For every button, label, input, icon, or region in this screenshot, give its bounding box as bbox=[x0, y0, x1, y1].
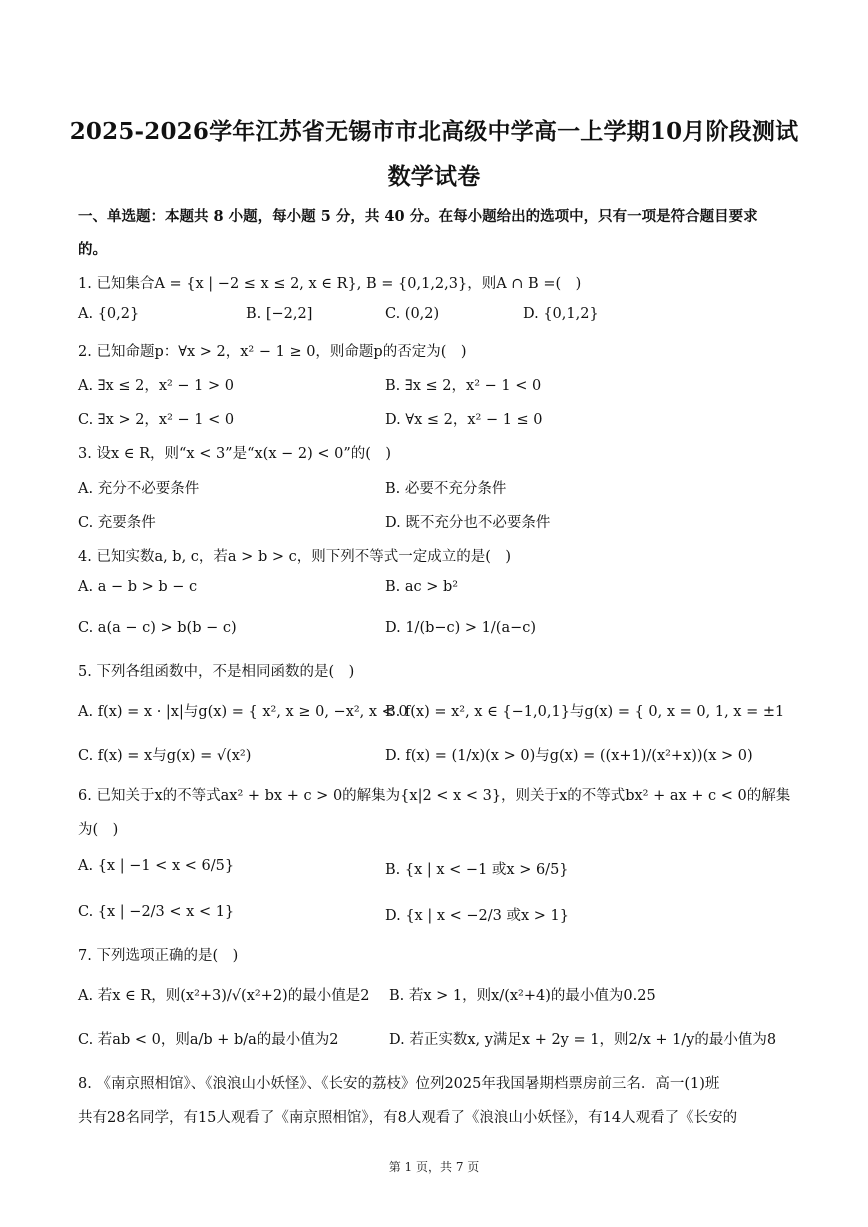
section-heading: 一、单选题：本题共 8 小题，每小题 5 分，共 40 分。在每小题给出的选项中，只有一项是符合题目要求 bbox=[78, 208, 758, 225]
question-5-option-a: A. f(x) = x · |x|与g(x) = { x², x ≥ 0, −x², x < 0 bbox=[78, 704, 408, 720]
question-4-option-a: A. a − b > b − c bbox=[78, 579, 198, 595]
question-7-stem: 7. 下列选项正确的是( ) bbox=[78, 948, 239, 964]
exam-title-line1: 2025-2026学年江苏省无锡市市北高级中学高一上学期10月阶段测试 bbox=[69, 118, 799, 145]
question-8-stem-cont: 共有28名同学，有15人观看了《南京照相馆》，有8人观看了《浪浪山小妖怪》，有14人观看了《长安的 bbox=[78, 1110, 738, 1126]
question-3-option-a: A. 充分不必要条件 bbox=[78, 481, 200, 497]
question-6-option-d: D. {x | x < −2/3 或x > 1} bbox=[385, 908, 569, 924]
question-6-stem: 6. 已知关于x的不等式ax² + bx + c > 0的解集为{x|2 < x < 3}，则关于x的不等式bx² + ax + c < 0的解集 bbox=[78, 788, 791, 804]
question-8-stem: 8. 《南京照相馆》、《浪浪山小妖怪》、《长安的荔枝》位列2025年我国暑期档票房前三名．高一(1)班 bbox=[78, 1076, 720, 1092]
question-2-option-d: D. ∀x ≤ 2，x² − 1 ≤ 0 bbox=[385, 412, 543, 428]
question-3-stem: 3. 设x ∈ R，则“x < 3”是“x(x − 2) < 0”的( ) bbox=[78, 446, 392, 462]
question-4-option-b: B. ac > b² bbox=[385, 579, 459, 595]
question-6-option-b: B. {x | x < −1 或x > 6/5} bbox=[385, 862, 569, 878]
question-7-option-d: D. 若正实数x, y满足x + 2y = 1，则2/x + 1/y的最小值为8 bbox=[389, 1032, 777, 1048]
question-1-option-d: D. {0,1,2} bbox=[523, 306, 599, 322]
question-3-option-c: C. 充要条件 bbox=[78, 515, 156, 531]
question-7-option-b: B. 若x > 1，则x/(x²+4)的最小值为0.25 bbox=[389, 988, 656, 1004]
section-heading-cont: 的。 bbox=[78, 241, 107, 258]
question-5-option-b: B. f(x) = x², x ∈ {−1,0,1}与g(x) = { 0, x = 0, 1, x = ±1 bbox=[385, 704, 785, 720]
question-2-option-b: B. ∃x ≤ 2，x² − 1 < 0 bbox=[385, 378, 542, 394]
question-5-option-d: D. f(x) = (1/x)(x > 0)与g(x) = ((x+1)/(x²+x))(x > 0) bbox=[385, 748, 753, 764]
question-7-option-a: A. 若x ∈ R，则(x²+3)/√(x²+2)的最小值是2 bbox=[78, 988, 370, 1004]
exam-title-line2: 数学试卷 bbox=[387, 163, 481, 190]
question-6-option-c: C. {x | −2/3 < x < 1} bbox=[78, 904, 235, 920]
question-2-option-a: A. ∃x ≤ 2，x² − 1 > 0 bbox=[78, 378, 235, 394]
question-5-option-c: C. f(x) = x与g(x) = √(x²) bbox=[78, 748, 252, 764]
question-4-option-c: C. a(a − c) > b(b − c) bbox=[78, 620, 237, 636]
question-3-option-d: D. 既不充分也不必要条件 bbox=[385, 515, 551, 531]
question-6-stem-cont: 为( ) bbox=[78, 822, 119, 838]
question-2-stem: 2. 已知命题p：∀x > 2，x² − 1 ≥ 0，则命题p的否定为( ) bbox=[78, 344, 467, 360]
question-2-option-c: C. ∃x > 2，x² − 1 < 0 bbox=[78, 412, 235, 428]
question-6-option-a: A. {x | −1 < x < 6/5} bbox=[78, 858, 235, 874]
question-1-option-a: A. {0,2} bbox=[78, 306, 140, 322]
question-5-stem: 5. 下列各组函数中，不是相同函数的是( ) bbox=[78, 664, 355, 680]
question-4-stem: 4. 已知实数a, b, c，若a > b > c，则下列不等式一定成立的是( ) bbox=[78, 549, 512, 565]
page-number: 第 1 页，共 7 页 bbox=[388, 1160, 480, 1174]
question-1-option-b: B. [−2,2] bbox=[246, 306, 313, 322]
question-4-option-d: D. 1/(b−c) > 1/(a−c) bbox=[385, 620, 537, 636]
question-1-option-c: C. (0,2) bbox=[385, 306, 440, 322]
question-1-stem: 1. 已知集合A = {x | −2 ≤ x ≤ 2, x ∈ R}, B = {0,1,2,3}，则A ∩ B =( ) bbox=[78, 276, 582, 292]
question-3-option-b: B. 必要不充分条件 bbox=[385, 481, 507, 497]
question-7-option-c: C. 若ab < 0，则a/b + b/a的最小值为2 bbox=[78, 1032, 339, 1048]
